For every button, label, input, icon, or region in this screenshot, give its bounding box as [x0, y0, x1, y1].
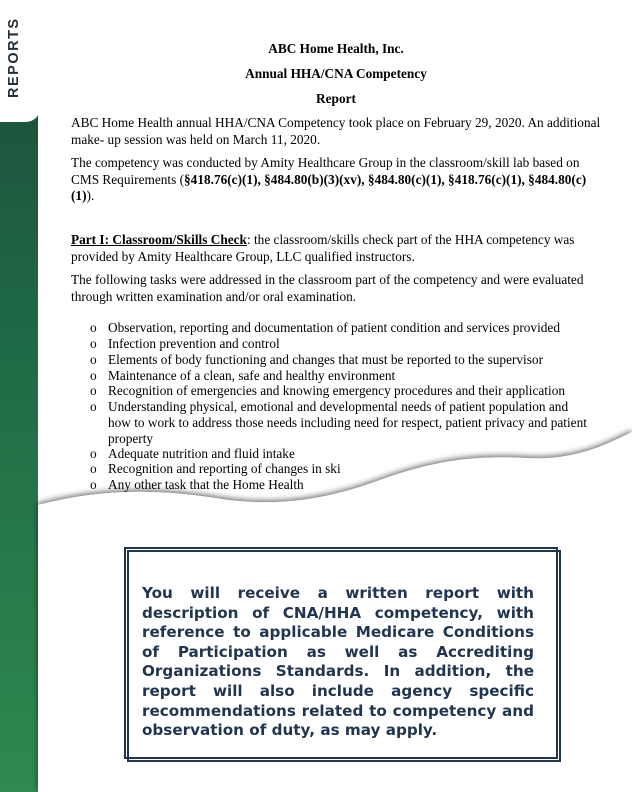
tasks-intro: The following tasks were addressed in the classroom part of the competency and were evaluated through written examination and/or oral examination.	[71, 272, 584, 304]
cms-tail: ).	[86, 188, 95, 203]
company-name: ABC Home Health, Inc.	[268, 41, 404, 56]
cms-lead: The competency was conducted by Amity Healthcare Group in the classroom/skill lab based on CMS Requirements (	[71, 155, 580, 187]
report-subtitle: Report	[316, 91, 356, 106]
report-title: Annual HHA/CNA Competency	[245, 66, 427, 81]
intro-paragraph: ABC Home Health annual HHA/CNA Competency took place on February 29, 2020. An additional make- up session was held on March 11, 2020.	[71, 115, 601, 147]
part1-text: : the classroom/skills check part of the HHA competency was provided by Amity Healthcare Group, LLC qualified instructors.	[71, 232, 575, 264]
part1-heading: Part I: Classroom/Skills Check	[71, 232, 247, 247]
cms-refs: §418.76(c)(1), §484.80(b)(3)(xv), §484.80(c)(1), §418.76(c)(1), §484.80(c)(1)	[71, 171, 587, 203]
callout-text: You will receive a written report with description of CNA/HHA competency, with reference to applicable Medicare Conditions of Participation as well as Accrediting Organizations Standards. In addition, the report will also include agency specific recommendations related to competency and observation of duty, as may apply.	[142, 584, 534, 740]
reports-label: REPORTS	[6, 17, 22, 98]
